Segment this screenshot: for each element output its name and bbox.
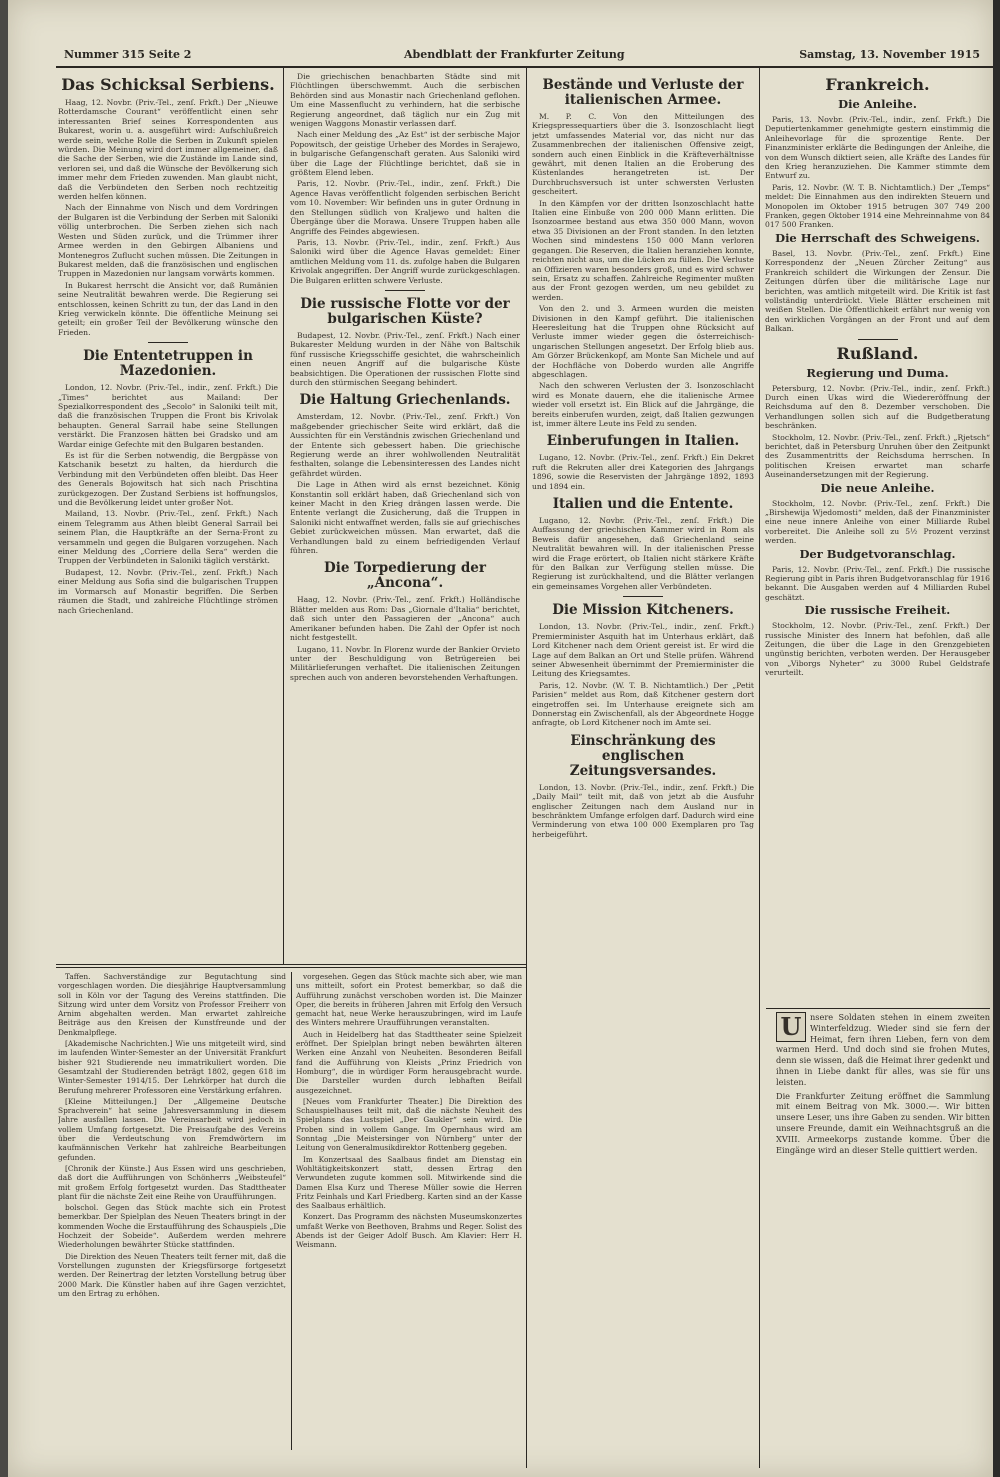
feuilleton-paragraph: Im Konzertsaal des Saalbaus findet am Dienstag ein Wohltätigkeitskonzert statt, dessen Ertrag den Verwundeten zugute kommen soll. Mitwirkende sind die Damen Elsa Kurz und Therese Müller sowie die Herren Fritz Feinhals und Karl Friedberg. Karten sind an der Kasse des Saalbaus erhältlich. <box>296 1154 522 1211</box>
article-paragraph: Nach einer Meldung des „Az Est“ ist der serbische Major Popowitsch, der geistige Urheber des Mordes in Serajewo, in bulgarische Gefangenschaft geraten. Aus Saloniki wird über die Lage der Flüchtlinge berichtet, daß sie in größtem Elend leben. <box>290 130 520 178</box>
feuilleton-rule <box>56 964 526 965</box>
issue-date: Samstag, 13. November 1915 <box>799 48 980 61</box>
article-paragraph: Lugano, 11. Novbr. In Florenz wurde der Bankier Orvieto unter der Beschuldigung von Betrügereien bei Militärlieferungen verhaftet. Die italienischen Zeitungen sprechen auch von anderen bevorstehenden Verhaftungen. <box>290 644 520 682</box>
headline-italy-callups: Einberufungen in Italien. <box>546 433 740 450</box>
subhead-duma: Regierung und Duma. <box>806 365 949 380</box>
article-paragraph: Stockholm, 12. Novbr. (Priv.-Tel., zenſ. Frkft.) Der russische Minister des Innern hat befohlen, daß alle Zeitungen, die über die Lage in den Grenzgebieten ungünstig berichten, verboten werden. Der Herausgeber von „Viborgs Nyheter“ zu 3000 Rubel Geldstrafe verurteilt. <box>765 621 990 678</box>
article-paragraph: London, 12. Novbr. (Priv.-Tel., indir., zenſ. Frkft.) Die „Times“ berichtet aus Mailand: Der Spezialkorrespondent des „Secolo“ in Saloniki teilt mit, daß die französischen Truppen die Front bis Krivolak behaupten. General Sarrail habe seine Stellungen verstärkt. Die Franzosen hätten bei Gradsko und am Wardar einige Gefechte mit den Bulgaren bestanden. <box>58 383 278 449</box>
headline-entente-troops: Die Ententetruppen in Mazedonien. <box>83 348 253 380</box>
appeal-paragraph: Die Frankfurter Zeitung eröffnet die Sammlung mit einem Beitrag von Mk. 3000.—. Wir bitten unsere Leser, uns ihre Gaben zu senden. Wir bitten unsere Freunde, damit ein Weihnachtsgruß an die XVIII. Armeekorps zustande komme. Über die Eingänge wird an dieser Stelle quittiert werden. <box>776 1090 990 1155</box>
article-paragraph: In Bukarest herrscht die Ansicht vor, daß Rumänien seine Neutralität bewahren werde. Die Regierung sei entschlossen, keinen Schritt zu tun, der das Land in den Krieg verwickeln könnte. Die öffentliche Meinung sei geteilt; ein großer Teil der Bevölkerung wünsche den Frieden. <box>58 280 278 337</box>
feuilleton-paragraph: [Kleine Mitteilungen.] Der „Allgemeine Deutsche Sprachverein“ hat seine Jahresversammlung in diesem Jahre ausfallen lassen. Die Vereinsarbeit wird jedoch in vollem Umfang fortgesetzt. Die Preisaufgabe des Vereins über die Verdeutschung von Fremdwörtern im kaufmännischen Verkehr hat zahlreiche Bearbeitungen gefunden. <box>58 1096 286 1162</box>
headline-newspaper-export: Einschränkung des englischen Zeitungsversandes. <box>569 732 717 779</box>
article-paragraph: Paris, 13. Novbr. (Priv.-Tel., indir., zenſ. Frkft.) Aus Saloniki wird über die Agence Havas gemeldet: Einer amtlichen Meldung vom 11. ds. zufolge haben die Bulgaren Krivolak angegriffen. Der Angriff wurde zurückgeschlagen. Die Bulgaren erlitten schwere Verluste. <box>290 237 520 285</box>
column-divider <box>526 68 527 1468</box>
feuilleton-divider <box>291 972 292 1450</box>
feuilleton-paragraph: vorgesehen. Gegen das Stück machte sich aber, wie man uns mitteilt, sofort ein Protest bemerkbar, so daß die Aufführung zunächst verschoben worden ist. Die Mainzer Oper, die bereits in früheren Jahren mit Erfolg den Versuch gemacht hat, neue Werke herauszubringen, wird im Laufe des Winters mehrere Uraufführungen veranstalten. <box>296 972 522 1028</box>
headline-russian-fleet: Die russische Flotte vor der bulgarischen Küste? <box>300 295 510 327</box>
headline-ancona: Die Torpedierung der „Ancona“. <box>324 560 486 592</box>
subhead-new-loan: Die neue Anleihe. <box>820 480 935 495</box>
article-paragraph: Die griechischen benachbarten Städte sind mit Flüchtlingen überschwemmt. Auch die serbischen Behörden sind aus Monastir nach Griechenland geflohen. Um eine Massenflucht zu verhindern, hat die serbische Regierung angeordnet, daß täglich nur ein Zug mit wenigen Waggons Monastir verlassen darf. <box>290 72 520 129</box>
article-paragraph: Paris, 13. Novbr. (Priv.-Tel., indir., zenſ. Frkft.) Die Deputiertenkammer genehmigte gestern einstimmig die Anleihevorlage für die sprozentige Rente. Der Finanzminister erklärte die Bedingungen der Anleihe, die von dem Wunsch diktiert seien, alle Kräfte des Landes für den Krieg heranzuziehen. Die Kammer stimmte dem Entwurf zu. <box>765 115 990 181</box>
appeal-paragraph <box>776 1012 990 1088</box>
feuilleton-paragraph: Konzert. Das Programm des nächsten Museumskonzertes umfaßt Werke von Beethoven, Brahms und Reger. Solist des Abends ist der Geiger Adolf Busch. Am Klavier: Herr H. Weismann. <box>296 1212 522 1250</box>
article-paragraph: Von den 2. und 3. Armeen wurden die meisten Divisionen in den Kampf geführt. Die italienischen Heeresleitung hat die Truppen ohne Rücksicht auf Verluste immer wieder gegen die österreichisch-ungarischen Stellungen angesetzt. Der Erfolg blieb aus. Am Görzer Brückenkopf, am Monte San Michele und auf der Hochfläche von Doberdo wurden alle Angriffe abgeschlagen. <box>532 304 754 379</box>
article-paragraph: London, 13. Novbr. (Priv.-Tel., indir., zenſ. Frkft.) Die „Daily Mail“ teilt mit, daß von jetzt ab die Ausfuhr englischer Zeitungen nach dem Ausland nur in beschränktem Umfange erfolgen darf. Dadurch wird eine Verminderung von etwa 100 000 Exemplaren pro Tag herbeigeführt. <box>532 782 754 839</box>
article-paragraph: Budapest, 12. Novbr. (Priv.-Tel., zenſ. Frkft.) Nach einer Meldung aus Sofia sind die bulgarischen Truppen im Vormarsch auf Monastir begriffen. Die Serben räumen die Stadt, und zahlreiche Flüchtlinge strömen nach Griechenland. <box>58 567 278 615</box>
headline-greece: Die Haltung Griechenlands. <box>299 392 511 409</box>
headline-italy-entente: Italien und die Entente. <box>552 496 734 513</box>
headline-kitchener: Die Mission Kitcheners. <box>552 602 734 619</box>
feuilleton-paragraph: bolschol. Gegen das Stück machte sich ein Protest bemerkbar. Der Spielplan des Neuen Theaters bringt in der kommenden Woche die Erstaufführung des Schauspiels „Die Hochzeit der Sobeide“. Außerdem werden mehrere Wiederholungen bewährter Stücke stattfinden. <box>58 1203 286 1250</box>
article-paragraph: Die Lage in Athen wird als ernst bezeichnet. König Konstantin soll erklärt haben, daß Griechenland sich von keiner Macht in den Krieg drängen lassen werde. Die Entente verlangt die Zusicherung, daß die Truppen in Saloniki nicht entwaffnet werden, falls sie auf griechisches Gebiet zurückweichen müssen. Man erwartet, daß die Verhandlungen bald zu einem befriedigenden Verlauf führen. <box>290 480 520 556</box>
column-divider <box>759 68 760 1468</box>
column-2 <box>290 72 520 962</box>
headline-serbia: Das Schicksal Serbiens. <box>61 75 275 94</box>
column-3 <box>532 72 754 1467</box>
christmas-appeal <box>776 1012 990 1212</box>
column-divider <box>283 68 284 964</box>
issue-number: Nummer 315 Seite 2 <box>64 48 192 61</box>
feuilleton-column-1 <box>58 972 286 1448</box>
article-paragraph: Paris, 12. Novbr. (W. T. B. Nichtamtlich.) Der „Temps“ meldet: Die Einnahmen aus den indirekten Steuern und Monopolen im Oktober 1915 betrugen 307 749 200 Franken, gegen Oktober 1914 eine Mehreinnahme von 84 017 500 Franken. <box>765 182 990 230</box>
article-paragraph: Stockholm, 12. Novbr. (Priv.-Tel., zenſ. Frkft.) „Rjetsch“ berichtet, daß in Petersburg Unruhen über den Zeitpunkt des Zusammentritts der Reichsduma herrschen. In politischen Kreisen erwartet man scharfe Auseinandersetzungen mit der Regierung. <box>765 432 990 480</box>
scan-left-edge <box>0 0 8 1477</box>
section-divider <box>623 596 663 597</box>
article-paragraph: Es ist für die Serben notwendig, die Bergpässe von Katschanik besetzt zu halten, da hierdurch die Verbindung mit den Verbündeten offen bleibt. Das Heer des Generals Bojowitsch hat sich nach Prischtina zurückgezogen. Der Zustand Serbiens ist hoffnungslos, und die Bevölkerung leidet unter großer Not. <box>58 451 278 508</box>
article-paragraph: In den Kämpfen vor der dritten Isonzoschlacht hatte Italien eine Einbuße von 200 000 Mann erlitten. Die Isonzoarmee bestand aus etwa 350 000 Mann, wovon etwa 35 Divisionen an der Front standen. In den letzten Wochen sind mindestens 150 000 Mann verloren gegangen. Die Reserven, die Italien heranziehen konnte, reichten nicht aus, um die Lücken zu füllen. Die Verluste an Offizieren waren besonders groß, und es wird schwer sein, Ersatz zu schaffen. Zahlreiche Regimenter mußten aus der Front gezogen werden, um neu gebildet zu werden. <box>532 198 754 302</box>
masthead <box>64 44 994 66</box>
feuilleton-column-2 <box>296 972 522 1448</box>
paper-title: Abendblatt der Frankfurter Zeitung <box>404 48 625 61</box>
appeal-text: nsere Soldaten stehen in einem zweiten Winterfeldzug. Wieder sind sie fern der Heimat, fern ihren Lieben, fern von dem warmen Herd. Und doch sind sie frohen Mutes, denn sie wissen, daß die Heimat ihrer gedenkt und ihnen in Liebe dankt für alles, was sie für uns leisten. <box>776 1012 990 1087</box>
masthead-rule <box>56 66 993 68</box>
article-paragraph: Haag, 12. Novbr. (Priv.-Tel., zenſ. Frkft.) Holländische Blätter melden aus Rom: Das „Giornale d'Italia“ berichtet, daß sich unter den Passagieren der „Ancona“ auch Amerikaner befunden haben. Die Zahl der Opfer ist noch nicht festgestellt. <box>290 595 520 643</box>
section-divider <box>385 290 425 291</box>
feuilleton-paragraph: [Chronik der Künste.] Aus Essen wird uns geschrieben, daß dort die Aufführungen von Schönherrs „Weibsteufel“ mit großem Erfolg fortgesetzt wurden. Das Stadttheater plant für die nächste Zeit eine Reihe von Uraufführungen. <box>58 1163 286 1201</box>
column-1 <box>58 72 278 962</box>
section-divider <box>148 342 188 343</box>
subhead-russian-freedom: Die russische Freiheit. <box>804 603 951 618</box>
feuilleton-paragraph: Taffen. Sachverständige zur Begutachtung sind vorgeschlagen worden. Die diesjährige Hauptversammlung soll in Köln vor der Tagung des Vereins stattfinden. Die Sitzung wird unter dem Vorsitz von Professor Freiherr von Arnim abgehalten werden. Man erwartet zahlreiche Beiträge aus den Kreisen der Kunstfreunde und der Denkmalpflege. <box>58 972 286 1037</box>
article-paragraph: Paris, 12. Novbr. (Priv.-Tel., zenſ. Frkft.) Die russische Regierung gibt in Paris ihren Budgetvoranschlag für 1916 bekannt. Die Ausgaben werden auf 4 Milliarden Rubel geschätzt. <box>765 564 990 602</box>
feuilleton-paragraph: [Neues vom Frankfurter Theater.] Die Direktion des Schauspielhauses teilt mit, daß die nächste Neuheit des Spielplans das Lustspiel „Der Gaukler“ sein wird. Die Proben sind in vollem Gange. Im Opernhaus wird am Sonntag „Die Meistersinger von Nürnberg“ unter der Leitung von Generalmusikdirektor Rottenberg gegeben. <box>296 1096 522 1153</box>
article-paragraph: Nach den schweren Verlusten der 3. Isonzoschlacht wird es Monate dauern, ehe die italienische Armee wieder voll ersetzt ist. Ein Blick auf die Jahrgänge, die bereits einberufen wurden, zeigt, daß Italien gezwungen ist, immer ältere Leute ins Feld zu senden. <box>532 381 754 428</box>
feuilleton-paragraph: [Akademische Nachrichten.] Wie uns mitgeteilt wird, sind im laufenden Winter-Semester an der Universität Frankfurt bisher 921 Studierende neu immatrikuliert worden. Die Gesamtzahl der Studierenden beträgt 1802, gegen 618 im Winter-Semester 1914/15. Der Lehrkörper hat durch die Berufung mehrerer Professoren eine Verstärkung erfahren. <box>58 1039 286 1095</box>
subhead-silence: Die Herrschaft des Schweigens. <box>775 230 980 245</box>
article-paragraph: Amsterdam, 12. Novbr. (Priv.-Tel., zenſ. Frkft.) Von maßgebender griechischer Seite wird erklärt, daß die Aussichten für ein Verständnis zwischen Griechenland und der Entente sich gebessert haben. Die griechische Regierung werde an ihrer wohlwollenden Neutralität festhalten, solange die Lebensinteressen des Landes nicht gefährdet würden. <box>290 412 520 478</box>
notice-rule <box>766 1008 990 1009</box>
scan-right-edge <box>993 0 1000 1477</box>
drop-cap: U <box>776 1012 806 1042</box>
feuilleton-paragraph: Auch in Heidelberg hat das Stadttheater seine Spielzeit eröffnet. Der Spielplan bringt neben bewährten älteren Werken eine Anzahl von Neuheiten. Besonderen Beifall fand die Aufführung von Kleists „Prinz Friedrich von Homburg“, die in würdiger Form herausgebracht wurde. Die Darsteller wurden durch lebhaften Beifall ausgezeichnet. <box>296 1029 522 1095</box>
subhead-budget: Der Budgetvoranschlag. <box>799 546 956 561</box>
article-paragraph: Stockholm, 12. Novbr. (Priv.-Tel., zenſ. Frkft.) Die „Birshewija Wjedomosti“ melden, daß der Finanzminister eine neue innere Anleihe von einer Milliarde Rubel vorbereitet. Die Anleihe soll zu 5½ Prozent verzinst werden. <box>765 498 990 546</box>
feuilleton-paragraph: Die Direktion des Neuen Theaters teilt ferner mit, daß die Vorstellungen zugunsten der Kriegsfürsorge fortgesetzt werden. Der Reinertrag der letzten Vorstellung betrug über 2000 Mark. Die Künstler haben auf ihre Gagen verzichtet, um den Ertrag zu erhöhen. <box>58 1251 286 1298</box>
article-paragraph: Nach der Einnahme von Nisch und dem Vordringen der Bulgaren ist die Verbindung der Serben mit Saloniki völlig unterbrochen. Die Serben ziehen sich nach Westen und Süden zurück, und die Trümmer ihrer Armee werden in den Gebirgen Albaniens und Montenegros Zuflucht suchen müssen. Die Zeitungen in Bukarest melden, daß die französischen und englischen Truppen in Mazedonien nur langsam vorwärts kommen. <box>58 203 278 279</box>
article-paragraph: M. P. C. Von den Mitteilungen des Kriegspressequartiers über die 3. Isonzoschlacht liegt jetzt umfassendes Material vor, das nicht nur das Zusammenbrechen der italienischen Offensive zeigt, sondern auch einen Einblick in die Kräfteverhältnisse gewährt, mit denen Italien an die Eroberung des Küstenlandes herangetreten ist. Der Durchbruchsversuch ist unter schwersten Verlusten gescheitert. <box>532 112 754 197</box>
subhead-loan: Die Anleihe. <box>838 97 917 111</box>
column-4 <box>765 72 990 1007</box>
article-paragraph: Paris, 12. Novbr. (Priv.-Tel., indir., zenſ. Frkft.) Die Agence Havas veröffentlicht folgenden serbischen Bericht vom 10. November: Wir befinden uns in guter Ordnung in den Stellungen südlich von Kraljewo und halten die Übergänge über die Morawa. Unsere Truppen haben alle Angriffe des Feindes abgewiesen. <box>290 179 520 236</box>
article-paragraph: Mailand, 13. Novbr. (Priv.-Tel., zenſ. Frkft.) Nach einem Telegramm aus Athen bleibt General Sarrail bei seinem Plan, die Hauptkräfte an der Serna-Front zu versammeln und gegen die Bulgaren vorzugehen. Nach einer Meldung des „Corriere della Sera“ werden die Truppen der Verbündeten in Saloniki täglich verstärkt. <box>58 509 278 566</box>
feuilleton-rule <box>56 967 526 968</box>
headline-france: Frankreich. <box>825 75 930 94</box>
headline-italian-army: Bestände und Verluste der italienischen Armee. <box>542 77 744 108</box>
article-paragraph: Haag, 12. Novbr. (Priv.-Tel., zenſ. Frkft.) Der „Nieuwe Rotterdamsche Courant“ veröffentlicht einen sehr interessanten Brief seines Korrespondenten aus Bukarest, worin u. a. ausgeführt wird: Aufschlußreich werde sein, welche Rolle die Serben in Zukunft spielen würden. Die Meinung wird dort immer allgemeiner, daß die Sache der Serben, wie die Zustände im Lande sind, verloren sei, und daß die Wünsche der Bevölkerung sich immer mehr dem Frieden zuwenden. Man glaubt nicht, daß die Verbündeten den Serben noch rechtzeitig werden helfen können. <box>58 98 278 202</box>
section-divider <box>858 339 898 340</box>
article-paragraph: Paris, 12. Novbr. (W. T. B. Nichtamtlich.) Der „Petit Parisien“ meldet aus Rom, daß Kitchener gestern dort eingetroffen sei. Im Unterhause ereignete sich am Donnerstag ein Zwischenfall, als der Abgeordnete Hogge anfragte, ob Lord Kitchener noch im Amte sei. <box>532 680 754 728</box>
article-paragraph: Petersburg, 12. Novbr. (Priv.-Tel., indir., zenſ. Frkft.) Durch einen Ukas wird die Wiedereröffnung der Reichsduma auf den 8. Dezember verschoben. Die Verhandlungen sollen sich auf die Budgetberatung beschränken. <box>765 383 990 431</box>
article-paragraph: Lugano, 12. Novbr. (Priv.-Tel., zenſ. Frkft.) Ein Dekret ruft die Rekruten aller drei Kategorien des Jahrgangs 1896, sowie die Reservisten der Jahrgänge 1892, 1893 und 1894 ein. <box>532 453 754 491</box>
article-paragraph: London, 13. Novbr. (Priv.-Tel., indir., zenſ. Frkft.) Premierminister Asquith hat im Unterhaus erklärt, daß Lord Kitchener nach dem Orient gereist ist. Er wird die Lage auf dem Balkan an Ort und Stelle prüfen. Während seiner Abwesenheit übernimmt der Premierminister die Leitung des Kriegsamtes. <box>532 622 754 679</box>
newspaper-page <box>8 0 993 1477</box>
article-paragraph: Basel, 13. Novbr. (Priv.-Tel., zenſ. Frkft.) Eine Korrespondenz der „Neuen Zürcher Zeitung“ aus Frankreich schildert die Wirkungen der Zensur. Die Zeitungen dürfen über die militärische Lage nur berichten, was amtlich mitgeteilt wird. Die Kritik ist fast vollständig unterdrückt. Viele Blätter erscheinen mit weißen Stellen. Die Öffentlichkeit erfährt nur wenig von den wirklichen Vorgängen an der Front und auf dem Balkan. <box>765 248 990 334</box>
article-paragraph: Budapest, 12. Novbr. (Priv.-Tel., zenſ. Frkft.) Nach einer Bukarester Meldung wurden in der Nähe von Baltschik fünf russische Kriegsschiffe gesichtet, die wahrscheinlich einen neuen Angriff auf die bulgarische Küste beabsichtigen. Die Operationen der russischen Flotte sind durch den stürmischen Seegang behindert. <box>290 330 520 387</box>
article-paragraph: Lugano, 12. Novbr. (Priv.-Tel., zenſ. Frkft.) Die Auffassung der griechischen Kammer wird in Rom als Beweis dafür angesehen, daß Griechenland seine Neutralität bewahren will. In der italienischen Presse wird die Frage erörtert, ob Italien nicht stärkere Kräfte für den Balkan zur Verfügung stellen müsse. Die Regierung ist zurückhaltend, und die Blätter verlangen ein gemeinsames Vorgehen aller Verbündeten. <box>532 516 754 591</box>
headline-russia: Rußland. <box>836 343 919 363</box>
